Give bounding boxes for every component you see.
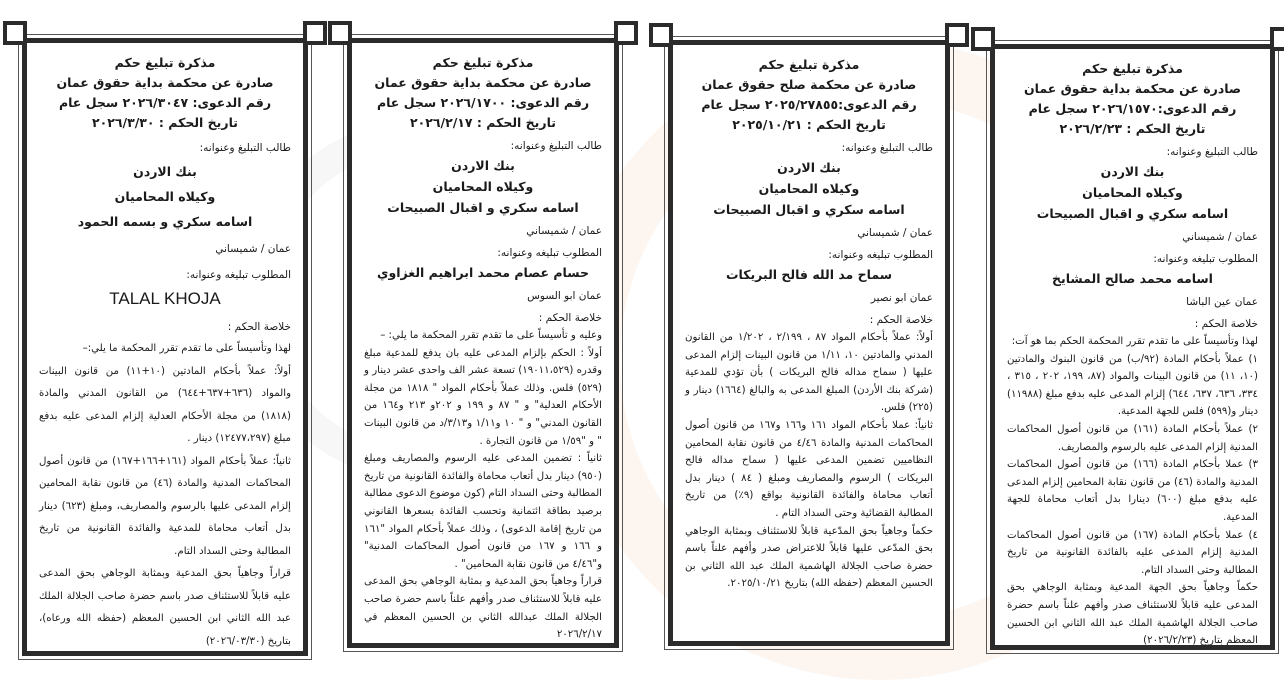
respondent-label: المطلوب تبليغه وعنوانه:	[186, 269, 291, 281]
summary-label: خلاصة الحكم :	[538, 312, 602, 324]
notice-date: تاريخ الحكم : ٢٠٢٦/٢/١٧	[410, 115, 556, 130]
notice-court: صادرة عن محكمة صلح حقوق عمان	[701, 77, 917, 92]
ruling-paragraph: لهذا وتأسيساً على ما تقدم تقرر المحكمة الحكم بما هو آت:	[1011, 336, 1258, 347]
ruling-paragraph: أولاً: عملاً بأحكام المادتين (١٠+١١) من قانون البينات والمواد (٦٣٦+٦٣٧+٦٤٤) من القانون المدني والمادة (١٨١٨) من مجلة الأحكام العدلية إلزام المدعى عليه بدفع مبلغ (١٢٤٧٧،٢٩٧) دينار .	[39, 365, 292, 444]
requester-name: اسامه سكري و اقبال الصبيحات	[1036, 206, 1229, 221]
respondent-address: عمان ابو نصير	[870, 292, 933, 304]
ruling-paragraph: قراراً وجاهياً بحق المدعية و بمثابة الوجاهي بحق المدعى عليه قابلاً للاستئناف صدر وأفهم علناً باسم حضرة صاحب الجلالة الملك عبدالله الثاني بن الحسين المعظم في ٢٠٢٦/٢/١٧	[364, 576, 602, 641]
notice-case-no: رقم الدعوى:٢٠٢٥/٢٧٨٥٥ سجل عام	[701, 97, 917, 112]
requester-label: طالب التبليغ وعنوانه:	[841, 142, 933, 154]
ruling-paragraph: ثانياً: عملا بأحكام المواد ١٦١ و١٦٦ و١٦٧ من قانون أصول المحاكمات المدنية والمادة ٤/٤٦ من قانون نقابة المحامين النظاميين تضمين المدعى عليها ( سماح مداله فالح البريكات ) الرسوم والمصاريف ومبلغ ( ٨٤ ) دينار بدل أتعاب محاماة والفائدة القانونية بواقع (٩٪) من تاريخ المطالبة القضائية وحتى السداد التام .	[685, 419, 933, 519]
frame-corner-ornament	[328, 21, 352, 45]
summary-label: خلاصة الحكم :	[227, 321, 291, 333]
respondent-address: عمان عين الباشا	[1186, 296, 1258, 308]
court-notice	[668, 40, 950, 646]
respondent-name: حسام عصام محمد ابراهيم الغزاوي	[377, 265, 589, 280]
notice-title: مذكرة تبليغ حكم	[432, 55, 534, 70]
ruling-paragraph: ٣) عملا بأحكام المادة (١٦٦) من قانون أصول المحاكمات المدنية والمادة (٤٦) من قانون نقابة المحامين إلزام المدعى عليه بدفع مبلغ (٦٠٠) دينارا بدل أتعاب محاماة للجهة المدعية.	[1007, 459, 1258, 523]
ruling-paragraph: ثانياً : تضمين المدعى عليه الرسوم والمصاريف ومبلغ (٩٥٠) دينار بدل أتعاب محاماة والفائدة القانونية من تاريخ المطالبة وحتى السداد التام (كون موضوع الدعوى مطالبة برصيد بطاقة ائتمانية وتحسب الفائدة بسعرها القانوني من تاريخ إقامة الدعوى) ، وذلك عملاً بأحكام المواد "١٦١ و ١٦٦ و ١٦٧ من قانون أصول المحاكمات المدنية" و"٤/٤٦ من قانون نقابة المحامين" .	[364, 453, 602, 570]
notice-title: مذكرة تبليغ حكم	[1082, 61, 1183, 76]
requester-name: اسامه سكري و بسمه الحمود	[77, 214, 253, 229]
ruling-paragraph: ١) عملاً بأحكام المادة (٩٢/ب) من قانون البنوك والمادتين (١٠، ١١) من قانون البينات والمواد (٨٧، ١٩٩، ٢٠٢ ، ٣١٥ ، ٣٣٤، ٦٣٦، ٦٣٧، ٦٤٤) إلزام المدعى عليه بدفع مبلغ (١١٩٨٨) دينار و(٥٩٩) فلس للجهة المدعية.	[1007, 353, 1259, 418]
notice-title: مذكرة تبليغ حكم	[114, 55, 216, 70]
ruling-paragraph: قراراً وجاهياً بحق المدعية وبمثابة الوجاهي بحق المدعى عليه قابلاً للاستئناف صدر باسم حضرة صاحب الجلالة الملك عبد الله الثاني ابن الحسين المعظم (حفظه الله ورعاه)، بتاريخ (٢٠٢٦/٠٣/٣٠)	[39, 568, 291, 647]
requester-name: وكيلاه المحاميان	[1082, 185, 1183, 200]
notice-court: صادرة عن محكمة بداية حقوق عمان	[1023, 81, 1242, 96]
court-notice	[347, 38, 619, 648]
court-notice	[990, 44, 1275, 650]
respondent-label: المطلوب تبليغه وعنوانه:	[828, 249, 933, 261]
notice-case-no: رقم الدعوى:٢٠٢٦/١٥٧٠ سجل عام	[1028, 101, 1237, 116]
notice-date: تاريخ الحكم : ٢٠٢٦/٣/٣٠	[92, 115, 238, 130]
requester-label: طالب التبليغ وعنوانه:	[199, 142, 291, 154]
respondent-label: المطلوب تبليغه وعنوانه:	[497, 247, 602, 259]
frame-corner-ornament	[1270, 27, 1284, 51]
ruling-paragraph: ٢) عملاً بأحكام المادة (١٦١) من قانون أصول المحاكمات المدنية إلزام المدعى عليه بالرسوم والمصاريف.	[1007, 423, 1258, 453]
requester-name: اسامه سكري و اقبال الصبيحات	[387, 200, 579, 215]
frame-corner-ornament	[614, 21, 638, 45]
respondent-address: عمان ابو السوس	[527, 290, 602, 302]
ruling-paragraph: وعليه و تأسيساً على ما تقدم تقرر المحكمة ما يلي: –	[380, 330, 602, 341]
frame-corner-ornament	[303, 21, 327, 45]
frame-corner-ornament	[971, 27, 995, 51]
court-notice	[22, 38, 308, 656]
frame-corner-ornament	[649, 23, 673, 47]
requester-address: عمان / شميساني	[526, 225, 602, 237]
ruling-paragraph: أولاً : الحكم بإلزام المدعى عليه بان يدفع للمدعية مبلغ وقدره (١٩٠١١،٥٢٩) تسعة عشر الف واحدى عشر دينار و (٥٢٩) فلس. وذلك عملاً بأحكام المواد " ١٨١٨ من مجلة الأحكام العدلية" و " ٨٧ و ١٩٩ و ٢٠٢و ٢١٣ و١٦٤ من القانون المدني" و " ١٠ و١/١١ و٣/١٣/د من قانون البينات " و "١/٥٩ من قانون التجارة .	[364, 347, 603, 447]
requester-address: عمان / شميساني	[1182, 231, 1258, 243]
respondent-name: سماح مد الله فالح البريكات	[725, 267, 893, 282]
respondent-name: اسامه محمد صالح المشايخ	[1052, 271, 1213, 286]
respondent-label: المطلوب تبليغه وعنوانه:	[1153, 253, 1258, 265]
requester-label: طالب التبليغ وعنوانه:	[510, 140, 602, 152]
notice-case-no: رقم الدعوى: ٢٠٢٦/١٧٠٠ سجل عام	[376, 95, 590, 110]
requester-label: طالب التبليغ وعنوانه:	[1166, 146, 1258, 158]
notice-court: صادرة عن محكمة بداية حقوق عمان	[374, 75, 592, 90]
requester-name: بنك الاردن	[777, 160, 841, 175]
notice-case-no: رقم الدعوى: ٢٠٢٦/٣٠٤٧ سجل عام	[58, 95, 272, 110]
ruling-paragraph: حكماً وجاهياً بحق الجهة المدعية وبمثابة الوجاهي بحق المدعى عليه قابلاً للاستئناف صدر وأفهم علناً باسم حضرة صاحب الجلالة الهاشمية الملك عبد الله الثاني ابن الحسين المعظم بتاريخ (٢٠٢٦/٢/٢٣)	[1007, 582, 1258, 647]
ruling-paragraph: ثانياً: عملاً بأحكام المواد (١٦١+١٦٦+١٦٧) من قانون أصول المحاكمات المدنية والمادة (٤٦) من قانون نقابة المحامين إلزام المدعى عليها بالرسوم والمصاريف، ومبلغ (٦٢٣) دينار بدل أتعاب محاماة للمدعية والفائدة القانونية من تاريخ المطالبة وحتى السداد التام.	[39, 455, 292, 557]
notice-title: مذكرة تبليغ حكم	[758, 57, 860, 72]
ruling-paragraph: حكماً وجاهياً بحق المدّعية قابلاً للاستئناف وبمثابة الوجاهي بحق المدّعى عليها قابلاً للاعتراض صدر وأفهم علناً باسم حضرة صاحب الجلالة الهاشمية الملك عبد الله الثاني بن الحسين المعظم (حفظه الله) بتاريخ ٢٠٢٥/١٠/٢١.	[685, 525, 933, 590]
notice-court: صادرة عن محكمة بداية حقوق عمان	[56, 75, 274, 90]
ruling-paragraph: أولاً: عملاً بأحكام المواد ٨٧ ، ٢/١٩٩ ، ١/٢٠٢ من القانون المدني والمادتين ١٠، ١/١١ من قانون البينات إلزام المدعى عليها ( سماح مداله فالح البريكات ) بأن تؤدي للمدعية (شركة بنك الأردن) المبلغ المدعى به والبالغ (١٦٦٤) دينار و (٢٢٥) فلس.	[685, 332, 933, 414]
summary-label: خلاصة الحكم :	[1194, 318, 1258, 330]
requester-name: اسامه سكري و اقبال الصبيحات	[713, 202, 905, 217]
ruling-paragraph: لهذا وتأسيساً على ما تقدم تقرر المحكمة ما يلي:–	[82, 343, 291, 354]
requester-name: بنك الاردن	[1100, 164, 1165, 179]
requester-name: وكيلاه المحاميان	[758, 181, 860, 196]
requester-name: وكيلاه المحاميان	[114, 189, 216, 204]
requester-address: عمان / شميساني	[857, 227, 933, 239]
ruling-paragraph: ٤) عملا بأحكام المادة (١٦٧) من قانون أصول المحاكمات المدنية إلزام المدعى عليه بالفائدة القانونية من تاريخ المطالبة وحتى السداد التام.	[1007, 529, 1258, 576]
respondent-name: TALAL KHOJA	[109, 289, 221, 308]
requester-name: وكيلاه المحاميان	[432, 179, 534, 194]
requester-address: عمان / شميساني	[215, 243, 291, 255]
summary-label: خلاصة الحكم :	[869, 314, 933, 326]
frame-corner-ornament	[945, 23, 969, 47]
notice-date: تاريخ الحكم : ٢٠٢٥/١٠/٢١	[732, 117, 886, 132]
requester-name: بنك الاردن	[133, 164, 197, 179]
requester-name: بنك الاردن	[451, 158, 515, 173]
frame-corner-ornament	[3, 21, 27, 45]
notice-date: تاريخ الحكم : ٢٠٢٦/٢/٢٣	[1059, 121, 1206, 136]
